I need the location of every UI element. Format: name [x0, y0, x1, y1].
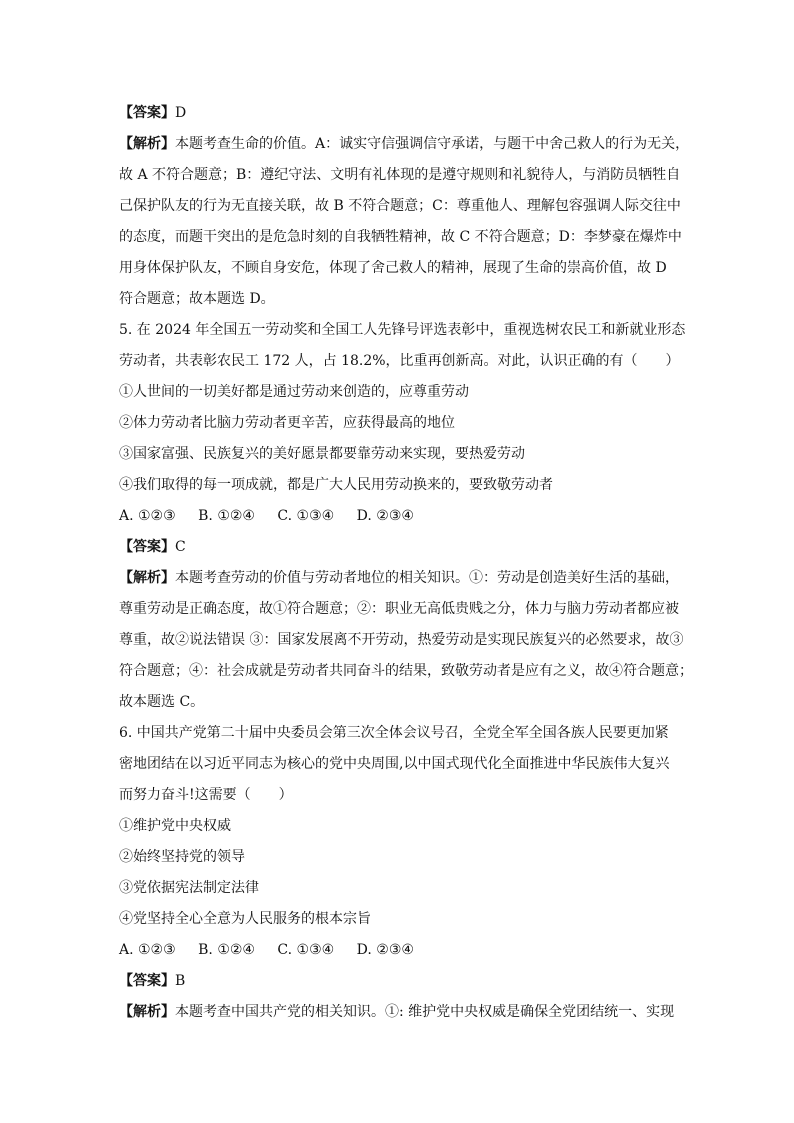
- analysis-line: 故本题选 C。: [119, 694, 205, 710]
- option-a: A. ①②③: [119, 508, 176, 524]
- options-row: [119, 935, 679, 966]
- analysis-block: [119, 129, 690, 315]
- option-c: C. ①③④: [277, 508, 335, 524]
- analysis-line: 尊重，故②说法错误 ③：国家发展离不开劳动，热爱劳动是实现民族复兴的必然要求，故③: [119, 632, 684, 648]
- analysis-block: [119, 563, 693, 718]
- answer-label: 【答案】: [119, 539, 175, 555]
- option-a: A. ①②③: [119, 942, 176, 958]
- statement-item: ③党依据宪法制定法律: [119, 880, 259, 896]
- statement-item: ④党坚持全心全意为人民服务的根本宗旨: [119, 911, 371, 927]
- question-stem-line: 而努力奋斗!这需要（ ）: [119, 787, 293, 803]
- statement-item: ④我们取得的每一项成就，都是广大人民用劳动换来的，要致敬劳动者: [119, 477, 553, 493]
- answer-value: B: [175, 973, 186, 989]
- answer-value: D: [175, 105, 187, 121]
- question-stem-line: 密地团结在以习近平同志为核心的党中央周围,以中国式现代化全面推进中华民族伟大复兴: [119, 756, 670, 772]
- analysis-line: 的态度，而题干突出的是危急时刻的自我牺牲精神，故 C 不符合题意；D：李梦豪在爆炸中: [119, 229, 682, 245]
- statement-item: ①维护党中央权威: [119, 818, 231, 834]
- option-c: C. ①③④: [277, 942, 335, 958]
- document-page: [119, 98, 693, 1028]
- answer-line: [119, 98, 679, 129]
- question-6: [119, 718, 679, 966]
- answer-line: [119, 966, 679, 997]
- analysis-label: 【解析】: [119, 570, 175, 586]
- analysis-line: 己保护队友的行为无直接关联，故 B 不符合题意；C：尊重他人、理解包容强调人际交往中: [119, 198, 681, 214]
- analysis-label: 【解析】: [119, 1004, 175, 1020]
- statement-item: ①人世间的一切美好都是通过劳动来创造的，应尊重劳动: [119, 384, 469, 400]
- question-stem-line: 5. 在 2024 年全国五一劳动奖和全国工人先锋号评选表彰中，重视选树农民工和新就业形态: [119, 322, 686, 338]
- analysis-line: 尊重劳动是正确态度，故①符合题意；②：职业无高低贵贱之分，体力与脑力劳动者都应被: [119, 601, 679, 617]
- statement-item: ②体力劳动者比脑力劳动者更辛苦，应获得最高的地位: [119, 415, 455, 431]
- statement-item: ③国家富强、民族复兴的美好愿景都要靠劳动来实现，要热爱劳动: [119, 446, 525, 462]
- options-row: [119, 501, 679, 532]
- option-d: D. ②③④: [356, 942, 414, 958]
- answer-line: [119, 532, 679, 563]
- analysis-line: 【解析】本题考查生命的价值。A：诚实守信强调信守承诺，与题干中舍己救人的行为无关，: [119, 136, 690, 152]
- analysis-line: 符合题意；④：社会成就是劳动者共同奋斗的结果，致敬劳动者是应有之义，故④符合题意；: [119, 663, 693, 679]
- analysis-line: 符合题意；故本题选 D。: [119, 291, 275, 307]
- answer-value: C: [175, 539, 186, 555]
- question-stem-line: 劳动者，共表彰农民工 172 人，占 18.2%，比重再创新高。对此，认识正确的有（ ）: [119, 353, 680, 369]
- analysis-line: 用身体保护队友，不顾自身安危，体现了舍己救人的精神，展现了生命的崇高价值，故 D: [119, 260, 667, 276]
- analysis-label: 【解析】: [119, 136, 175, 152]
- option-b: B. ①②④: [198, 942, 255, 958]
- analysis-line: 【解析】本题考查劳动的价值与劳动者地位的相关知识。①：劳动是创造美好生活的基础，: [119, 570, 679, 586]
- analysis-line: 故 A 不符合题意；B：遵纪守法、文明有礼体现的是遵守规则和礼貌待人，与消防员牺牲自: [119, 167, 681, 183]
- question-5: [119, 315, 686, 532]
- question-stem-line: 6. 中国共产党第二十届中央委员会第三次全体会议号召，全党全军全国各族人民要更加紧: [119, 725, 669, 741]
- option-b: B. ①②④: [198, 508, 255, 524]
- statement-item: ②始终坚持党的领导: [119, 849, 245, 865]
- analysis-block: [119, 997, 679, 1028]
- option-d: D. ②③④: [356, 508, 414, 524]
- analysis-line: 【解析】本题考查中国共产党的相关知识。①: 维护党中央权威是确保全党团结统一、实现: [119, 1004, 675, 1020]
- answer-label: 【答案】: [119, 105, 175, 121]
- answer-label: 【答案】: [119, 973, 175, 989]
